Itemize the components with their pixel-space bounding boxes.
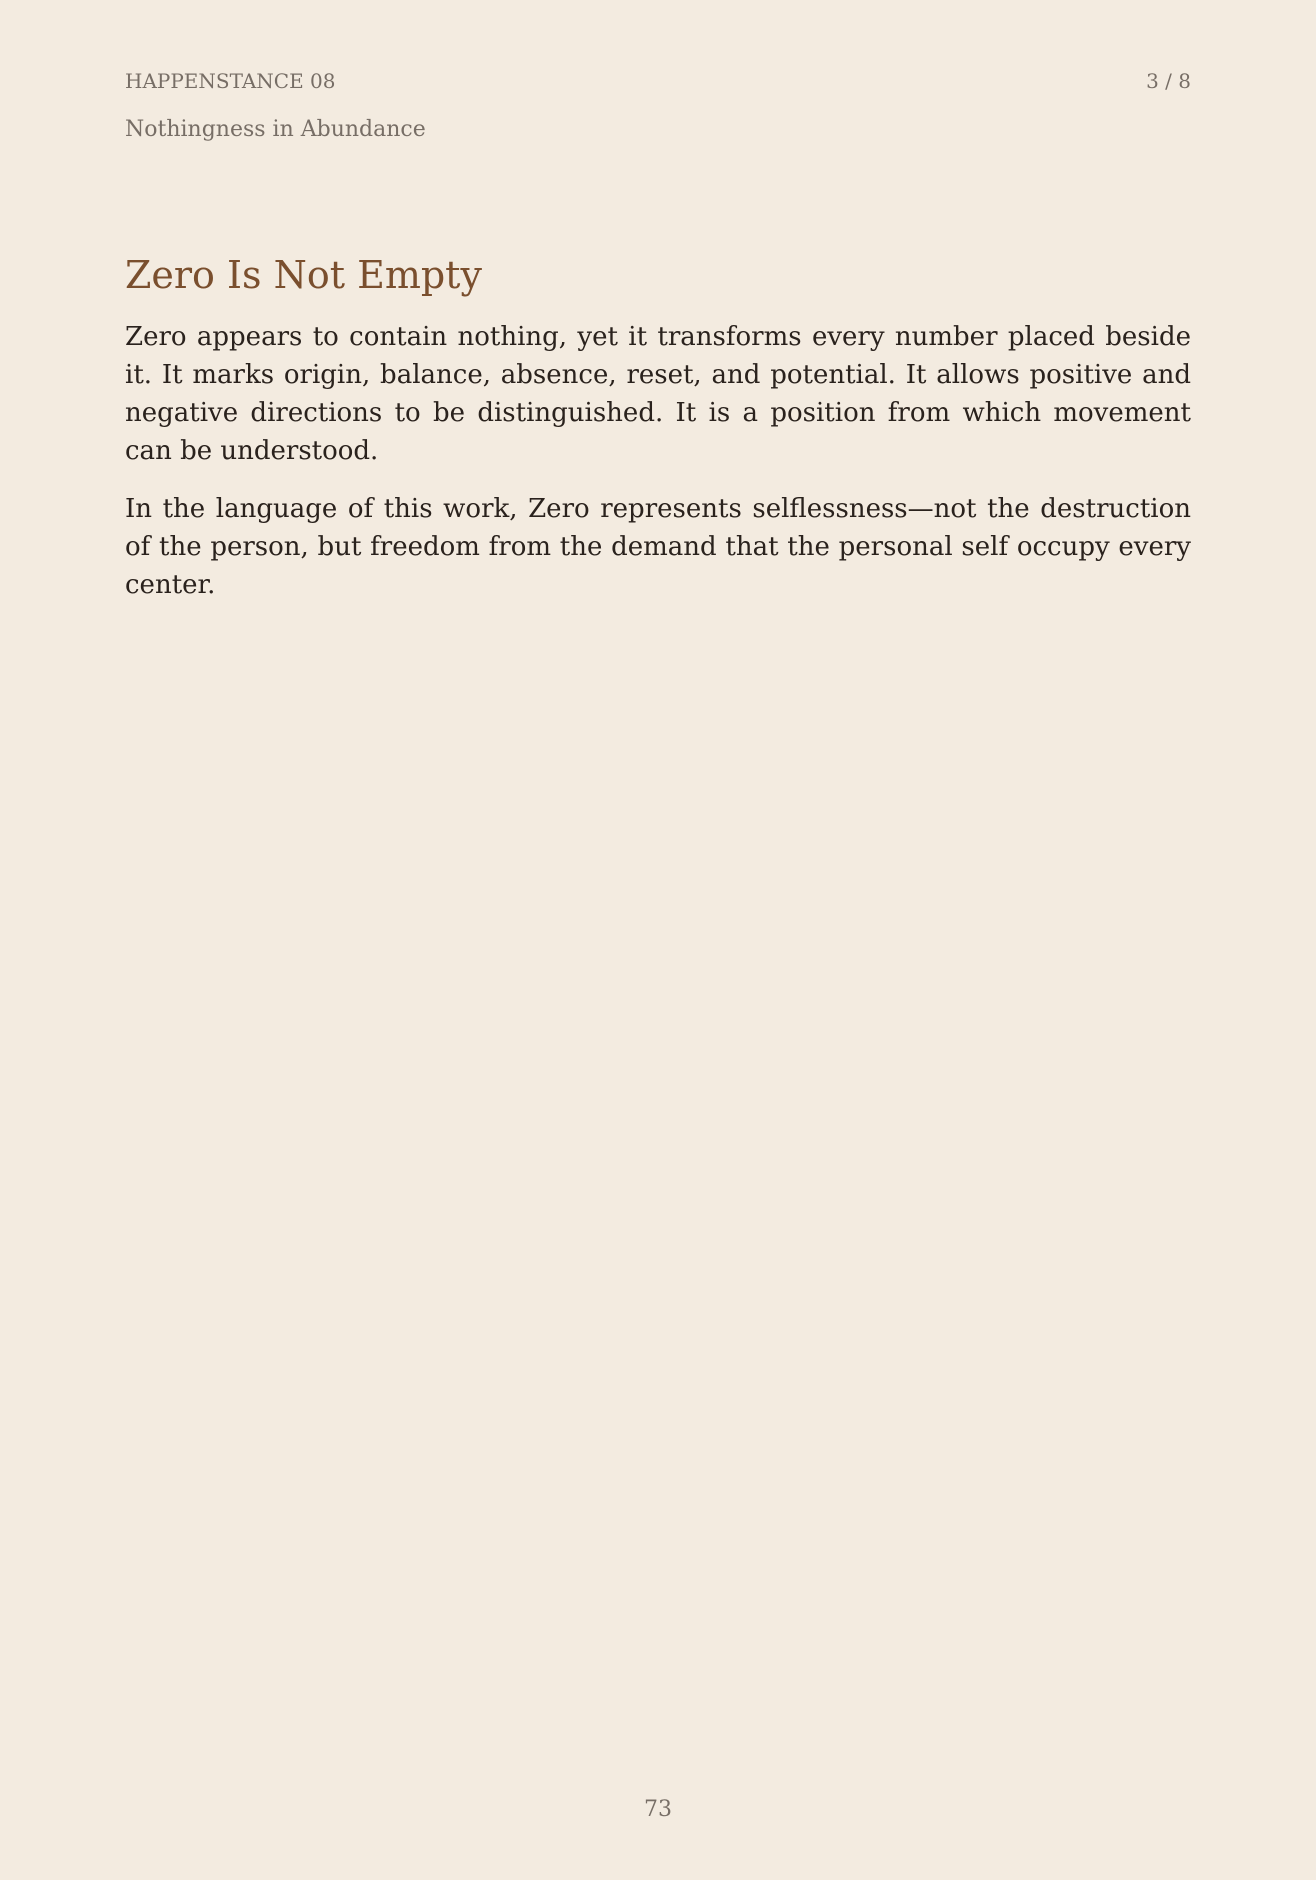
page-subtitle: Nothingness in Abundance [125, 117, 426, 142]
main-content [125, 252, 1191, 624]
page-number: 73 [644, 1797, 672, 1822]
body-paragraph-2: In the language of this work, Zero represents selflessness—not the destruction of the person, but freedom from the demand that the personal self occupy every center. [125, 494, 1191, 600]
running-header [125, 68, 1191, 94]
chapter-counter: 3 / 8 [1146, 69, 1191, 93]
section-title: Zero Is Not Empty [125, 253, 482, 297]
body-paragraph-1: Zero appears to contain nothing, yet it transforms every number placed beside it. It marks origin, balance, absence, reset, and potential. It allows positive and negative directions to be distinguished. It is a position from which movement can be understood. [125, 322, 1191, 466]
running-title: HAPPENSTANCE 08 [125, 69, 336, 93]
